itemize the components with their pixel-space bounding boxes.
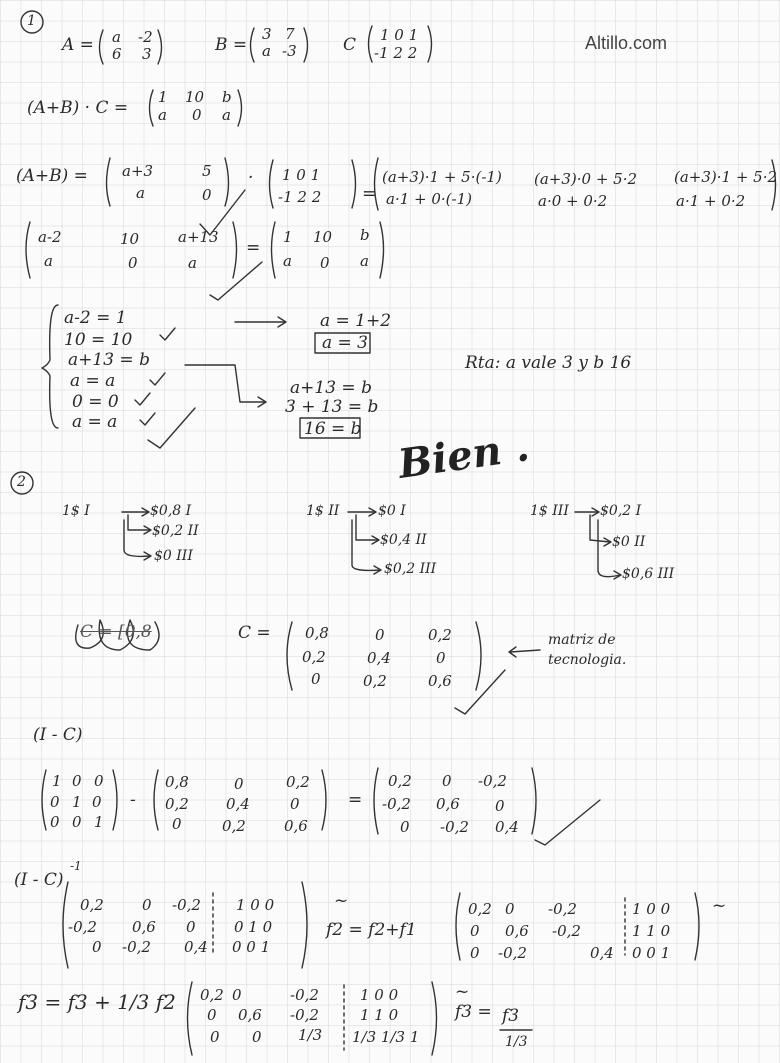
teacher-grade: Bien .	[395, 423, 533, 488]
annotation-note: matriz de	[548, 632, 616, 648]
augmented-cell: -0,2	[552, 922, 581, 940]
inverse-label: (I - C)	[14, 870, 64, 890]
c-cell: 0,2	[222, 817, 246, 835]
sector-1-flow: $0 III	[154, 548, 193, 564]
sector-2-flow: $0 I	[378, 503, 406, 519]
augmented-cell: 0	[252, 1028, 262, 1046]
augmented-cell: 0	[207, 1006, 217, 1024]
target-cell: b	[222, 88, 232, 106]
dot-operator: ·	[248, 168, 254, 188]
solve-b-substituted: 3 + 13 = b	[285, 397, 379, 417]
equals-sign: =	[246, 238, 261, 258]
sector-1-flow: $0,2 II	[152, 523, 199, 539]
augmented-cell: 0	[470, 944, 480, 962]
fraction-denominator: 1/3	[505, 1034, 528, 1050]
sector-3-flow: $0 II	[612, 534, 646, 550]
augmented-cell: 0,2	[80, 896, 104, 914]
system-equation: a = a	[70, 371, 116, 391]
c-cell: 0,2	[428, 626, 452, 644]
system-equation: a = a	[72, 412, 118, 432]
sum-cell: a+3	[122, 162, 154, 180]
identity-cell: 0	[72, 772, 82, 790]
matrix-c-row: -1 2 2	[374, 44, 418, 62]
matrix-c-row: 1 0 1	[380, 26, 419, 44]
tilde-sign: ~	[712, 896, 727, 916]
target-cell: 0	[192, 106, 202, 124]
i-minus-c-cell: 0	[400, 818, 410, 836]
augmented-right-row: 1 0 0	[360, 986, 399, 1004]
result-target-cell: 1	[283, 228, 293, 246]
c-cell: 0,2	[165, 795, 189, 813]
augmented-cell: -0,2	[172, 896, 201, 914]
augmented-cell: 0,2	[468, 900, 492, 918]
identity-cell: 0	[92, 793, 102, 811]
tilde-sign: ~	[334, 891, 349, 911]
system-equation: 10 = 10	[64, 330, 133, 350]
product-cell: a·1 + 0·2	[676, 192, 746, 210]
product-cell: (a+3)·1 + 5·2	[674, 168, 778, 186]
identity-cell: 0	[50, 793, 60, 811]
result-cell: a	[44, 252, 53, 270]
augmented-right-row: 0 0 1	[632, 944, 671, 962]
result-target-cell: a	[283, 252, 292, 270]
matrix-b-cell: a	[262, 42, 271, 60]
solve-b: a+13 = b	[290, 378, 372, 398]
augmented-cell: -0,2	[290, 986, 319, 1004]
c-cell: 0	[290, 795, 300, 813]
c-cell: 0	[172, 815, 182, 833]
matrix-c-label: C	[343, 35, 357, 55]
augmented-right-row: 1 0 0	[632, 900, 671, 918]
sector-3-flow: $0,6 III	[622, 566, 675, 582]
matrix-a-cell: 6	[112, 45, 122, 63]
augmented-cell: -0,2	[498, 944, 527, 962]
crossed-out-attempt: C = [0,8	[80, 622, 152, 642]
matrix-b-label: B =	[215, 35, 248, 55]
augmented-right-row: 1 0 0	[236, 896, 275, 914]
system-equation: 0 = 0	[72, 392, 119, 412]
inverse-exponent: -1	[70, 859, 82, 873]
augmented-cell: 0	[232, 986, 242, 1004]
augmented-right-row: 0 0 1	[232, 938, 271, 956]
tilde-sign: ~	[455, 982, 470, 1002]
identity-cell: 0	[50, 813, 60, 831]
result-cell: a+13	[178, 228, 219, 246]
product-cell: a·1 + 0·(-1)	[386, 190, 472, 208]
equals-sign: =	[348, 790, 363, 810]
i-minus-c-cell: 0	[442, 772, 452, 790]
augmented-cell: -0,2	[290, 1006, 319, 1024]
augmented-cell: 0	[142, 896, 152, 914]
system-equation: a+13 = b	[68, 350, 150, 370]
i-minus-c-cell: -0,2	[440, 818, 469, 836]
target-cell: 1	[158, 88, 168, 106]
augmented-cell: 0	[92, 938, 102, 956]
equals-sign: =	[362, 184, 377, 204]
c-cell: 0,6	[284, 817, 308, 835]
a-value: a = 3	[322, 333, 369, 353]
augmented-cell: -0,2	[122, 938, 151, 956]
matrix-c-label: C =	[238, 623, 271, 643]
sector-3-flow: $0,2 I	[600, 503, 642, 519]
sector-2-head: 1$ II	[306, 503, 340, 519]
exercise-1-number: 1	[27, 13, 36, 29]
sector-1-head: 1$ I	[62, 503, 90, 519]
augmented-cell: 1/3	[298, 1026, 323, 1044]
matrix-a-cell: 3	[142, 45, 152, 63]
augmented-cell: -0,2	[68, 918, 97, 936]
product-cell: a·0 + 0·2	[538, 192, 608, 210]
augmented-cell: 0	[505, 900, 515, 918]
product-cell: (a+3)·0 + 5·2	[534, 170, 638, 188]
c-cell: 0,8	[165, 773, 189, 791]
augmented-cell: 0	[210, 1028, 220, 1046]
result-cell: a-2	[38, 228, 62, 246]
augmented-cell: 0,2	[200, 986, 224, 1004]
c-cell: 0,4	[367, 649, 391, 667]
identity-cell: 0	[94, 772, 104, 790]
augmented-cell: 0,6	[505, 922, 529, 940]
row-operation: f2 = f2+f1	[326, 920, 417, 940]
c-row: 1 0 1	[282, 166, 321, 184]
target-cell: a	[222, 106, 231, 124]
c-cell: 0	[234, 775, 244, 793]
augmented-right-row: 1 1 0	[632, 922, 671, 940]
c-row: -1 2 2	[278, 188, 322, 206]
c-cell: 0,2	[363, 672, 387, 690]
augmented-right-row: 1 1 0	[360, 1006, 399, 1024]
c-cell: 0,2	[302, 648, 326, 666]
i-minus-c-cell: -0,2	[478, 772, 507, 790]
result-target-cell: a	[360, 252, 369, 270]
row-operation: f3 = f3 + 1/3 f2	[18, 990, 176, 1014]
identity-cell: 0	[72, 813, 82, 831]
minus-sign: -	[130, 790, 136, 810]
c-cell: 0,6	[428, 672, 452, 690]
i-minus-c-cell: 0,6	[436, 795, 460, 813]
solve-a: a = 1+2	[320, 311, 392, 331]
b-value: 16 = b	[304, 419, 362, 439]
c-cell: 0,2	[286, 773, 310, 791]
augmented-cell: 0,4	[184, 938, 208, 956]
target-cell: a	[158, 106, 167, 124]
sector-2-flow: $0,4 II	[380, 532, 427, 548]
augmented-cell: 0,6	[238, 1006, 262, 1024]
augmented-right-row: 1/3 1/3 1	[352, 1028, 420, 1046]
answer-text: Rta: a vale 3 y b 16	[465, 353, 632, 373]
row-operation: f3 =	[455, 1002, 492, 1022]
result-cell: 10	[120, 230, 140, 248]
c-cell: 0	[436, 649, 446, 667]
result-target-cell: 10	[313, 228, 333, 246]
augmented-cell: 0,6	[132, 918, 156, 936]
i-minus-c-cell: -0,2	[382, 795, 411, 813]
sector-1-flow: $0,8 I	[150, 503, 192, 519]
product-cell: (a+3)·1 + 5·(-1)	[382, 168, 502, 186]
matrix-b-cell: -3	[282, 42, 297, 60]
equation-statement: (A+B) · C =	[27, 98, 129, 118]
result-target-cell: b	[360, 226, 370, 244]
result-cell: a	[188, 254, 197, 272]
c-cell: 0,4	[226, 795, 250, 813]
result-cell: 0	[128, 254, 138, 272]
augmented-cell: -0,2	[548, 900, 577, 918]
matrix-b-cell: 3	[262, 25, 272, 43]
augmented-cell: 0,4	[590, 944, 614, 962]
i-minus-c-cell: 0,2	[388, 772, 412, 790]
sum-label: (A+B) =	[16, 166, 88, 186]
watermark: Altillo.com	[585, 33, 668, 53]
matrix-a-label: A =	[62, 35, 94, 55]
fraction-numerator: f3	[502, 1006, 520, 1026]
annotation-note: tecnologia.	[548, 652, 627, 668]
matrix-b-cell: 7	[285, 25, 295, 43]
i-minus-c-label: (I - C)	[33, 725, 83, 745]
result-target-cell: 0	[320, 254, 330, 272]
target-cell: 10	[185, 88, 205, 106]
sum-cell: 0	[202, 186, 212, 204]
augmented-cell: 0	[186, 918, 196, 936]
matrix-a-cell: a	[112, 28, 121, 46]
i-minus-c-cell: 0,4	[495, 818, 519, 836]
matrix-a-cell: -2	[138, 28, 153, 46]
sector-2-flow: $0,2 III	[384, 561, 437, 577]
exercise-2-number: 2	[17, 474, 26, 490]
identity-cell: 1	[72, 793, 82, 811]
i-minus-c-cell: 0	[495, 797, 505, 815]
sum-cell: 5	[202, 162, 212, 180]
sum-cell: a	[136, 184, 145, 202]
sector-3-head: 1$ III	[530, 503, 569, 519]
augmented-right-row: 0 1 0	[234, 918, 273, 936]
identity-cell: 1	[94, 813, 104, 831]
augmented-cell: 0	[470, 922, 480, 940]
c-cell: 0	[375, 626, 385, 644]
system-equation: a-2 = 1	[64, 308, 127, 328]
c-cell: 0,8	[305, 624, 329, 642]
c-cell: 0	[311, 670, 321, 688]
identity-cell: 1	[52, 772, 62, 790]
